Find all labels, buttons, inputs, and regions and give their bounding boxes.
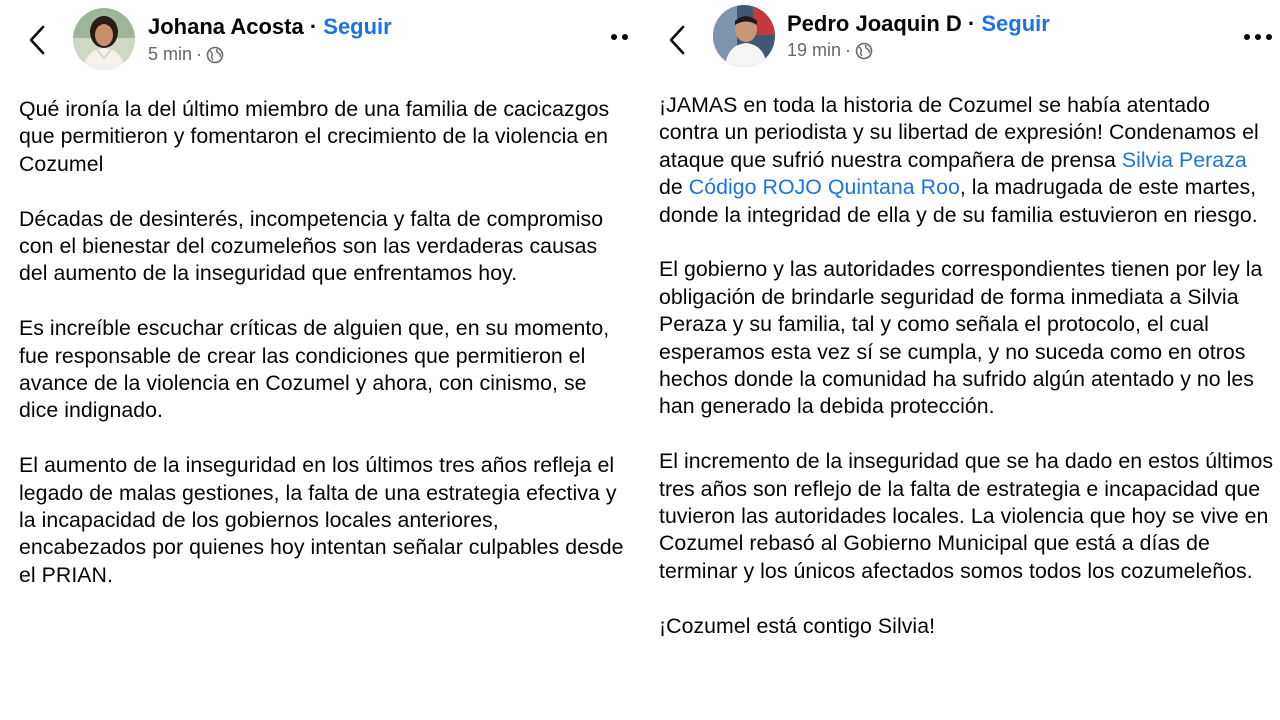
mention-silvia-peraza[interactable]: Silvia Peraza [1121,147,1247,172]
post-paragraph: El incremento de la inseguridad que se ha dado en estos últimos tres años son reflejo de la falta de estrategia e incapacidad que tuvieron las autoridades locales. La violencia que hoy se vive en Cozumel rebasó al Gobierno Municipal que está a días de terminar y los únicos afectados somos todos los cozumeleños. [659,449,1274,583]
post-pedro-joaquin [644,0,1280,720]
post-paragraph: Es increíble escuchar críticas de alguien que, en su momento, fue responsable de crear las condiciones que permitieron el avance de la violencia en Cozumel y ahora, con cinismo, se dice indignado. [19,316,610,423]
post-header [644,0,1280,80]
avatar-photo [713,5,775,67]
chevron-left-icon [28,25,46,55]
post-body [19,96,630,617]
more-options-button[interactable] [611,22,628,52]
post-header [0,0,636,80]
author-line [148,14,392,40]
follow-button[interactable]: Seguir [323,14,392,39]
post-paragraph: El aumento de la inseguridad en los últimos tres años refleja el legado de malas gestiones, la falta de una estrategia efectiva y la incapacidad de los gobiernos locales anteriores, encabezados por quienes hoy intentan señalar culpables desde el PRIAN. [19,453,624,587]
meta-separator: · [845,40,852,60]
post-paragraph: ¡Cozumel está contigo Silvia! [659,613,936,638]
post-johana-acosta [0,0,636,720]
post-body [659,92,1274,667]
back-button[interactable] [662,18,692,62]
globe-icon [855,42,873,60]
paragraph-text: de [659,175,689,200]
avatar-photo [73,8,135,70]
timestamp[interactable]: 19 min [787,40,842,60]
timestamp[interactable]: 5 min [148,44,193,64]
post-meta [148,44,224,65]
more-dots-icon [611,34,617,40]
post-paragraph: Décadas de desinterés, incompetencia y falta de compromiso con el bienestar del cozumeleños son las verdaderas causas del aumento de la inseguridad que enfrentamos hoy. [19,206,604,286]
more-dot [1255,34,1261,40]
divider [636,0,644,720]
globe-icon [206,46,224,64]
follow-button[interactable]: Seguir [981,11,1050,36]
paragraph-text: ¡JAMAS en toda la historia de Cozumel se había atentado contra un periodista y su libertad de expresión! Condenamos el ataque que sufrió nuestra compañera de prensa [659,93,1259,172]
more-dot [1266,34,1272,40]
more-dots-icon [1244,34,1250,40]
avatar[interactable] [73,8,135,70]
meta-separator: · [196,44,203,64]
back-button[interactable] [22,18,52,62]
more-dot [622,34,628,40]
avatar[interactable] [713,5,775,67]
mention-codigo-rojo[interactable]: Código ROJO Quintana Roo [688,175,960,200]
post-paragraph: Qué ironía la del último miembro de una familia de cacicazgos que permitieron y fomentaron el crecimiento de la violencia en Cozumel [19,97,610,176]
author-line [787,11,1050,37]
separator: · [309,14,318,39]
post-meta [787,40,873,61]
paragraph-text: , la madrugada de este martes, donde la integridad de ella y de su familia estuvieron en riesgo. [659,175,1258,227]
chevron-left-icon [668,25,686,55]
post-paragraph [659,92,1274,229]
author-name[interactable]: Johana Acosta [148,14,304,39]
author-name[interactable]: Pedro Joaquin D [787,11,962,36]
separator: · [967,11,976,36]
more-options-button[interactable] [1244,22,1272,52]
post-paragraph: El gobierno y las autoridades correspondientes tienen por ley la obligación de brindarle seguridad de forma inmediata a Silvia Peraza y su familia, tal y como señala el protocolo, el cual esperamos esta vez sí se cumpla, y no suceda como en otros hechos donde la comunidad ha sufrido algún atentado y no les han generado la debida protección. [659,257,1263,419]
